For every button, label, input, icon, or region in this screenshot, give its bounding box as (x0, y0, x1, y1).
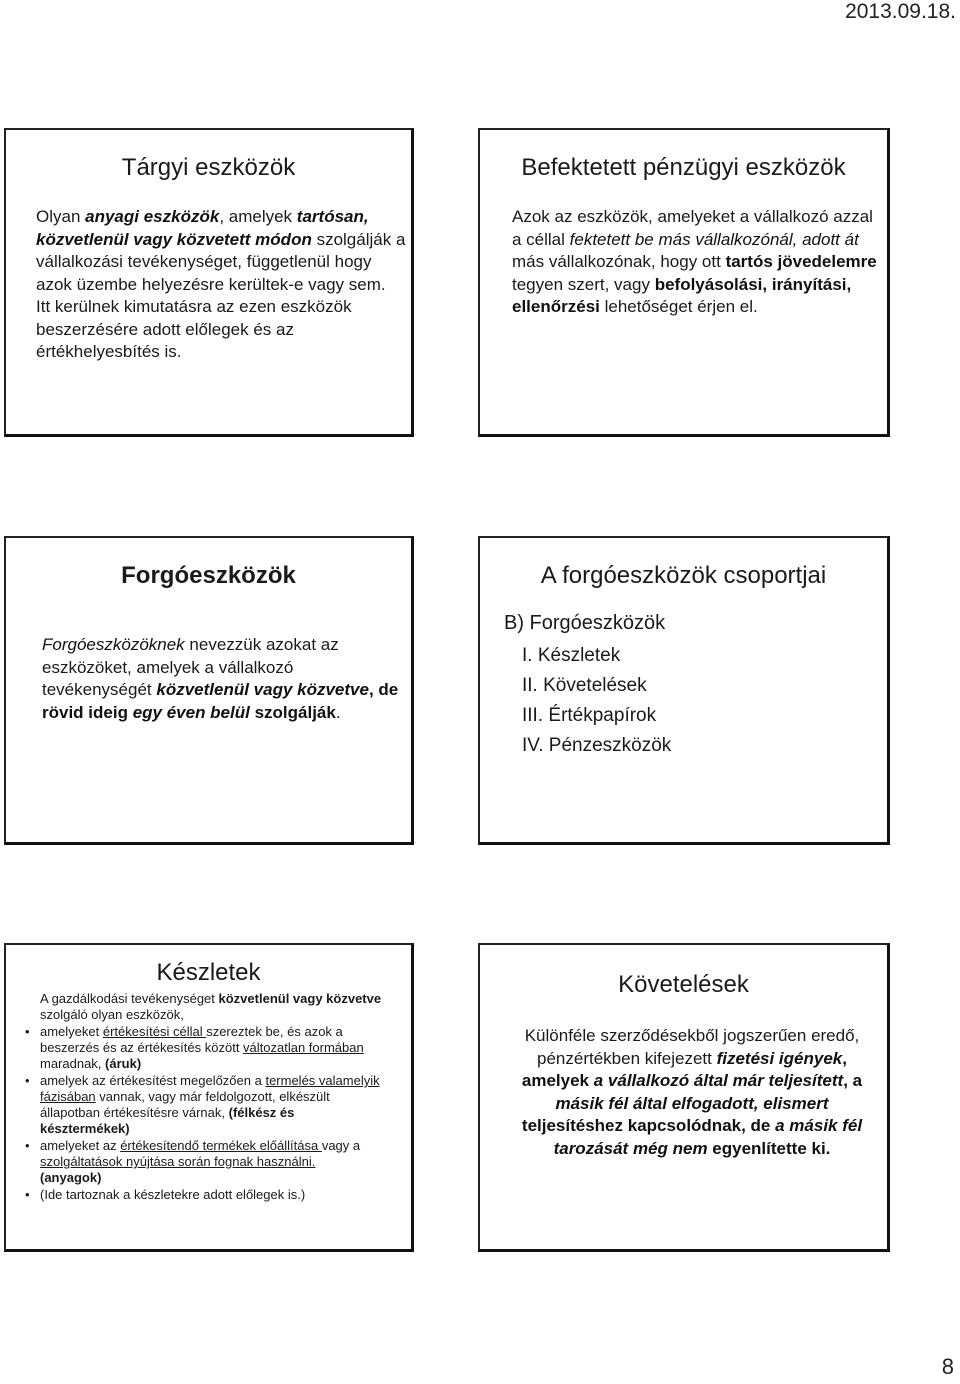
list-item (6, 1138, 380, 1186)
slide-title: A forgóeszközök csoportjai (540, 562, 827, 589)
slide-body (512, 206, 882, 319)
emphasis: a másik fél tarozását még nem (553, 1116, 863, 1158)
emphasis: közvetlenül vagy közvetve (156, 680, 369, 699)
slide-befektetett-penzugyi-eszkozok (478, 128, 890, 437)
text: A gazdálkodási tevékenységet (40, 991, 219, 1006)
underlined-text: termelés valamelyik fázisában (40, 1073, 380, 1104)
slide-forgoeszkozok-csoportjai (478, 536, 890, 845)
slide-body (36, 206, 408, 364)
slide-title: Befektetett pénzügyi eszközök (521, 154, 846, 181)
text: tegyen szert, vagy (512, 274, 655, 294)
emphasis: , de rövid ideig (42, 680, 399, 722)
emphasis: egy éven belül (132, 702, 250, 722)
slide-targyi-eszkozok (4, 128, 414, 437)
emphasis: másik fél által elfogadott, elismert (555, 1093, 829, 1113)
emphasis: (áruk) (105, 1056, 142, 1071)
underlined-text: értékesítendő termékek előállítása (120, 1138, 322, 1153)
emphasis: teljesítéshez kapcsolódnak, de (521, 1116, 776, 1135)
text: más vállalkozónak, hogy ott (512, 252, 726, 271)
emphasis: a vállalkozó által már teljesített (593, 1071, 844, 1090)
emphasis: anyagi eszközök (85, 207, 220, 226)
group-list (522, 641, 887, 761)
emphasis: egyenlítette ki. (707, 1138, 831, 1158)
bullet-icon: • (25, 1073, 30, 1088)
text: szolgáló olyan eszközök, (40, 1007, 184, 1022)
text: , amelyek (219, 207, 297, 226)
list-item: III. Értékpapírok (522, 705, 657, 726)
text: amelyeket az (40, 1138, 121, 1153)
emphasis: szolgálják (249, 702, 336, 722)
bullet-list (6, 1024, 411, 1203)
slide-keszletek (4, 943, 414, 1252)
slide-title: Forgóeszközök (121, 562, 296, 589)
text: szolgálják a vállalkozási tevékenységet, függetlenül hogy azok üzembe helyezésre kerültek-e vagy sem. (36, 229, 406, 294)
list-item (6, 1073, 380, 1137)
text: amelyeket (40, 1024, 103, 1039)
bullet-icon: • (25, 1024, 30, 1039)
list-item: IV. Pénzeszközök (522, 735, 672, 756)
list-heading: B) Forgóeszközök (504, 612, 666, 634)
text: maradnak, (40, 1056, 106, 1071)
text: Azok az eszközök, amelyeket a vállalkozó azzal a céllal (512, 207, 873, 249)
emphasis: (anyagok) (40, 1170, 102, 1185)
slide-title: Követelések (618, 971, 749, 998)
emphasis: , amelyek (521, 1048, 847, 1090)
text: . (335, 702, 341, 722)
text: Itt kerülnek kimutatásra az ezen eszközök beszerzésére adott előlegek és az értékhelyesbítés is. (36, 297, 352, 361)
underlined-text: változatlan formában (243, 1040, 364, 1055)
slide-kovetelesek (478, 943, 890, 1252)
text: vagy a (321, 1138, 361, 1153)
emphasis: Forgóeszközöknek (42, 635, 185, 654)
emphasis: közvetlenül vagy közvetve (218, 991, 382, 1006)
list-item (6, 1024, 380, 1072)
text: (Ide tartoznak a készletekre adott előlegek is.) (40, 1187, 306, 1202)
slide-title: Készletek (156, 959, 261, 986)
page-number: 8 (941, 1354, 954, 1379)
slide-title: Tárgyi eszközök (121, 154, 296, 181)
underlined-text: szolgáltatások nyújtása során fognak használni. (40, 1154, 316, 1169)
emphasis: fektetett be más vállalkozónál, adott át (569, 229, 859, 249)
text: szereztek be, és azok a beszerzés és az értékesítés között (40, 1024, 343, 1055)
underlined-text: értékesítési céllal (102, 1024, 207, 1039)
slide-body (42, 634, 402, 724)
bullet-icon: • (25, 1138, 30, 1153)
slide-forgoeszkozok (4, 536, 414, 845)
emphasis: (félkész és késztermékek) (40, 1105, 295, 1136)
list-item: I. Készletek (522, 645, 621, 666)
list-item (6, 1187, 380, 1203)
text: Különféle szerződésekből jogszerűen eredő, pénzértékben kifejezett (524, 1026, 860, 1068)
text: amelyek az értékesítést megelőzően a (40, 1073, 266, 1088)
emphasis: tartós jövedelemre (725, 252, 877, 271)
slide-body (512, 1025, 872, 1160)
text: lehetőséget érjen el. (599, 297, 758, 316)
emphasis: fizetési igények (716, 1048, 843, 1068)
emphasis: befolyásolási, irányítási, ellenőrzési (512, 274, 852, 316)
text: Olyan (36, 207, 86, 226)
bullet-icon: • (25, 1187, 30, 1202)
emphasis: , a (843, 1071, 863, 1090)
print-date: 2013.09.18. (845, 0, 956, 23)
text: vannak, vagy már feldolgozott, elkészült állapotban értékesítésre várnak, (40, 1089, 330, 1120)
emphasis: tartósan, közvetlenül vagy közvetett módon (36, 207, 369, 249)
text: nevezzük azokat az eszközöket, amelyek a vállalkozó tevékenységét (42, 635, 339, 699)
list-item: II. Követelések (522, 675, 647, 696)
slide-intro (40, 991, 390, 1023)
